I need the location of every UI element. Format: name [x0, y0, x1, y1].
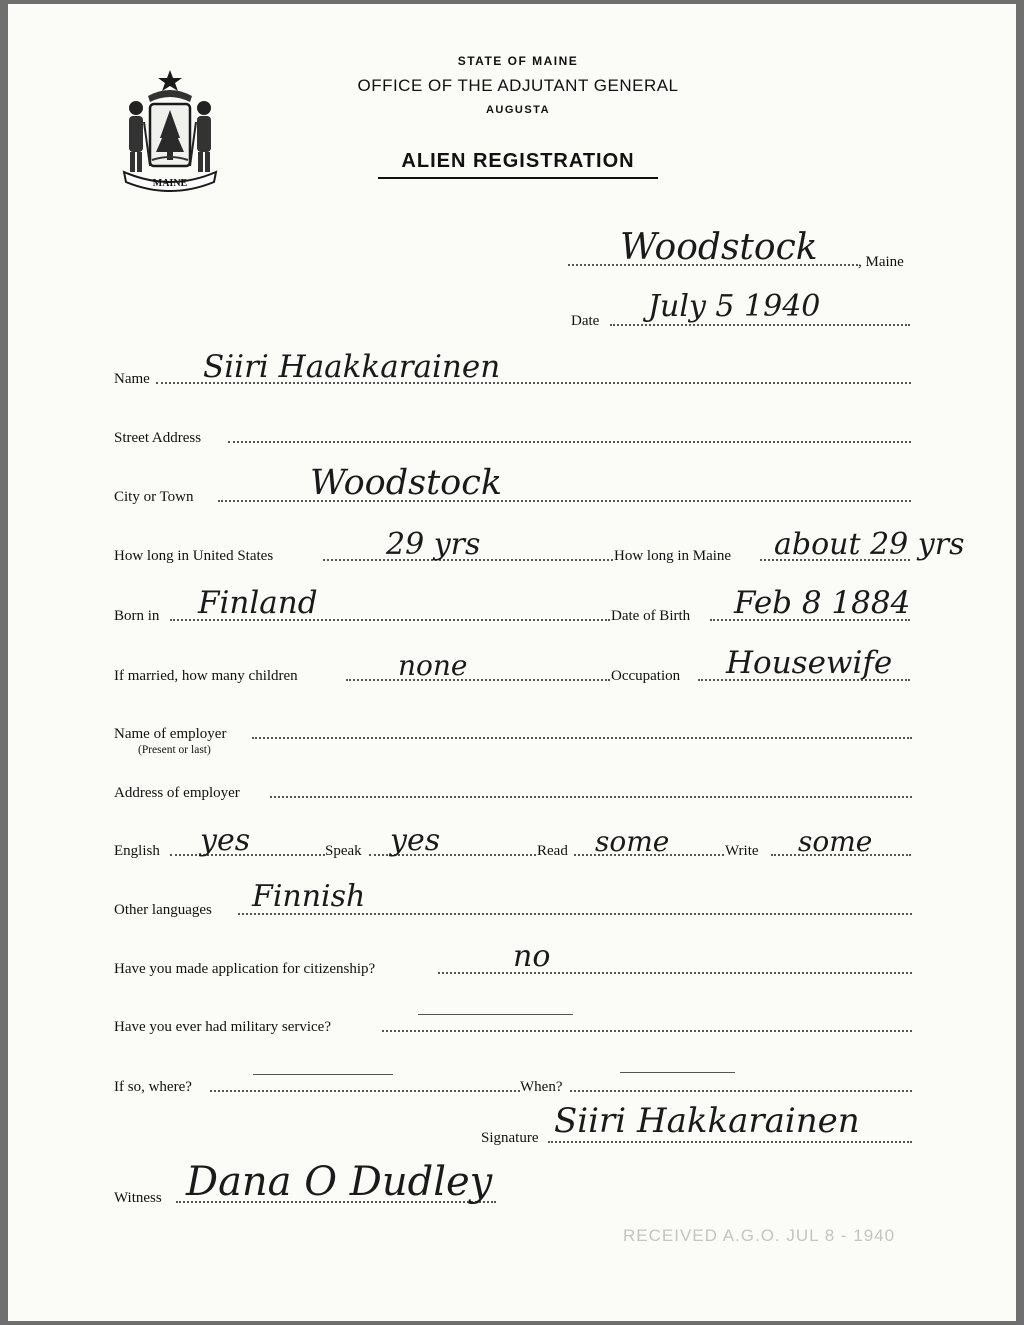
write-label: Write [725, 843, 759, 859]
signature-value[interactable]: Siiri Hakkarainen [554, 1101, 860, 1141]
dob-label: Date of Birth [611, 608, 691, 624]
military-dash [418, 1014, 573, 1015]
header-office: OFFICE OF THE ADJUTANT GENERAL [357, 76, 679, 95]
when-label: When? [520, 1079, 563, 1095]
name-label: Name [114, 371, 150, 387]
military-line [382, 1030, 912, 1032]
street-label: Street Address [114, 430, 202, 446]
write-value[interactable]: some [798, 825, 873, 858]
signature-label: Signature [481, 1130, 539, 1146]
header-state: STATE OF MAINE [457, 54, 579, 68]
years-maine-label: How long in Maine [614, 548, 732, 564]
born-value[interactable]: Finland [198, 585, 318, 621]
where-dash [253, 1074, 393, 1075]
years-us-value[interactable]: 29 yrs [386, 527, 481, 562]
years-us-label: How long in United States [114, 548, 274, 564]
where-label: If so, where? [114, 1079, 192, 1095]
date-label: Date [571, 313, 600, 329]
witness-label: Witness [114, 1190, 162, 1206]
children-label: If married, how many children [114, 668, 298, 684]
children-line [346, 679, 610, 681]
received-stamp: RECEIVED A.G.O. JUL 8 - 1940 [623, 1226, 896, 1245]
location-suffix: , Maine [858, 254, 904, 270]
military-label: Have you ever had military service? [114, 1019, 331, 1035]
read-value[interactable]: some [595, 825, 670, 858]
witness-value[interactable]: Dana O Dudley [186, 1159, 493, 1205]
speak-label: Speak [325, 843, 362, 859]
seal-text: MAINE [152, 178, 188, 189]
state-seal-icon [116, 66, 224, 192]
when-dash [620, 1072, 735, 1073]
english-value[interactable]: yes [200, 823, 251, 858]
registration-form [8, 4, 1016, 1321]
speak-value[interactable]: yes [390, 823, 441, 858]
citizenship-line [438, 972, 912, 974]
form-title: ALIEN REGISTRATION [401, 150, 635, 172]
city-town-value[interactable]: Woodstock [310, 463, 503, 503]
header-city: AUGUSTA [485, 104, 551, 116]
citizenship-label: Have you made application for citizenship? [114, 961, 376, 977]
other-languages-label: Other languages [114, 902, 212, 918]
date-value[interactable]: July 5 1940 [648, 289, 821, 324]
years-maine-value[interactable]: about 29 yrs [774, 527, 965, 562]
citizenship-value[interactable]: no [513, 939, 551, 974]
title-underline [378, 177, 658, 179]
city-town-label: City or Town [114, 489, 194, 505]
where-line [210, 1090, 520, 1092]
date-line [610, 324, 910, 326]
english-label: English [114, 843, 160, 859]
other-languages-value[interactable]: Finnish [252, 879, 366, 914]
employer-address-line [270, 796, 912, 798]
employer-label: Name of employer [114, 726, 227, 742]
dob-value[interactable]: Feb 8 1884 [734, 585, 911, 621]
location-value[interactable]: Woodstock [620, 227, 818, 268]
employer-sublabel: (Present or last) [138, 744, 211, 756]
name-value[interactable]: Siiri Haakkarainen [203, 349, 501, 385]
employer-line [252, 737, 912, 739]
read-label: Read [537, 843, 568, 859]
occupation-value[interactable]: Housewife [726, 645, 893, 681]
children-value[interactable]: none [398, 649, 468, 682]
occupation-label: Occupation [611, 668, 681, 684]
employer-address-label: Address of employer [114, 785, 240, 801]
street-line [228, 441, 911, 443]
signature-line [548, 1141, 912, 1143]
when-line [570, 1090, 912, 1092]
born-label: Born in [114, 608, 160, 624]
